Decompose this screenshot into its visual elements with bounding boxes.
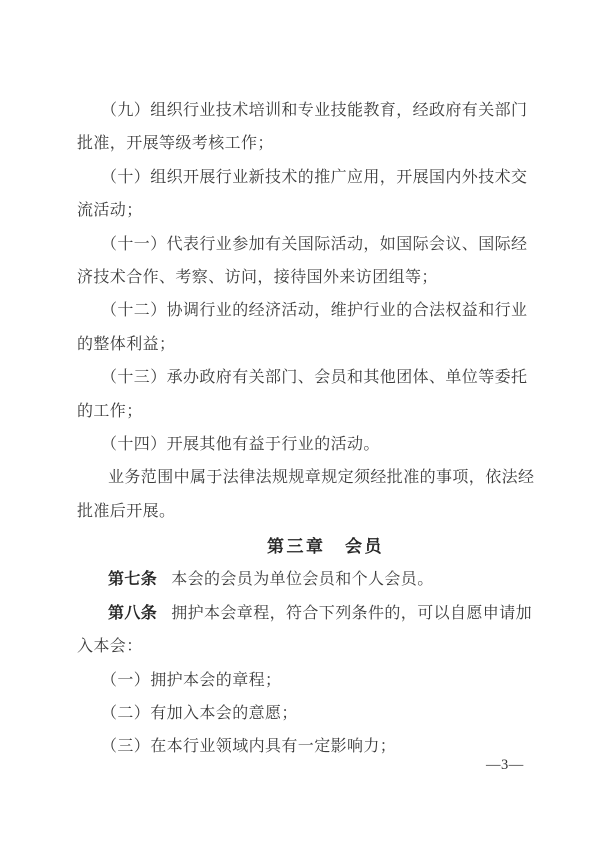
- body-line: 的整体利益；: [77, 335, 176, 353]
- body-line: 流活动；: [77, 202, 143, 220]
- body-line: 的工作；: [77, 402, 143, 420]
- body-line: （十）组织开展行业新技术的推广应用，开展国内外技术交: [101, 168, 528, 186]
- body-line: （十三）承办政府有关部门、会员和其他团体、单位等委托: [101, 369, 528, 387]
- article-text: 拥护本会章程，符合下列条件的，可以自愿申请加: [171, 604, 533, 622]
- article-line: [77, 563, 528, 596]
- article-text: 本会的会员为单位会员和个人会员。: [171, 571, 434, 589]
- body-line: （十二）协调行业的经济活动，维护行业的合法权益和行业: [101, 302, 528, 320]
- body-line: （三）在本行业领域内具有一定影响力；: [101, 738, 397, 756]
- chapter-heading: 第三章 会员: [267, 537, 384, 557]
- body-line: 入本会：: [77, 638, 143, 656]
- body-line: 批准后开展。: [77, 502, 176, 520]
- body-line: （一）拥护本会的章程；: [101, 671, 282, 689]
- page-number: —3—: [486, 757, 524, 773]
- body-line: 批准，开展等级考核工作；: [77, 135, 274, 153]
- body-line: （十一）代表行业参加有关国际活动，如国际会议、国际经: [101, 235, 528, 253]
- body-line: （十四）开展其他有益于行业的活动。: [101, 435, 380, 453]
- body-line: 业务范围中属于法律法规规章规定须经批准的事项，依法经: [108, 469, 535, 487]
- article-line: [77, 597, 533, 630]
- article-number-label: 第八条: [108, 604, 158, 622]
- article-number-label: 第七条: [108, 571, 158, 589]
- body-line: 济技术合作、考察、访问，接待国外来访团组等；: [77, 268, 438, 286]
- body-line: （二）有加入本会的意愿；: [101, 705, 298, 723]
- document-body: [77, 94, 535, 764]
- body-line: （九）组织行业技术培训和专业技能教育，经政府有关部门: [101, 102, 528, 119]
